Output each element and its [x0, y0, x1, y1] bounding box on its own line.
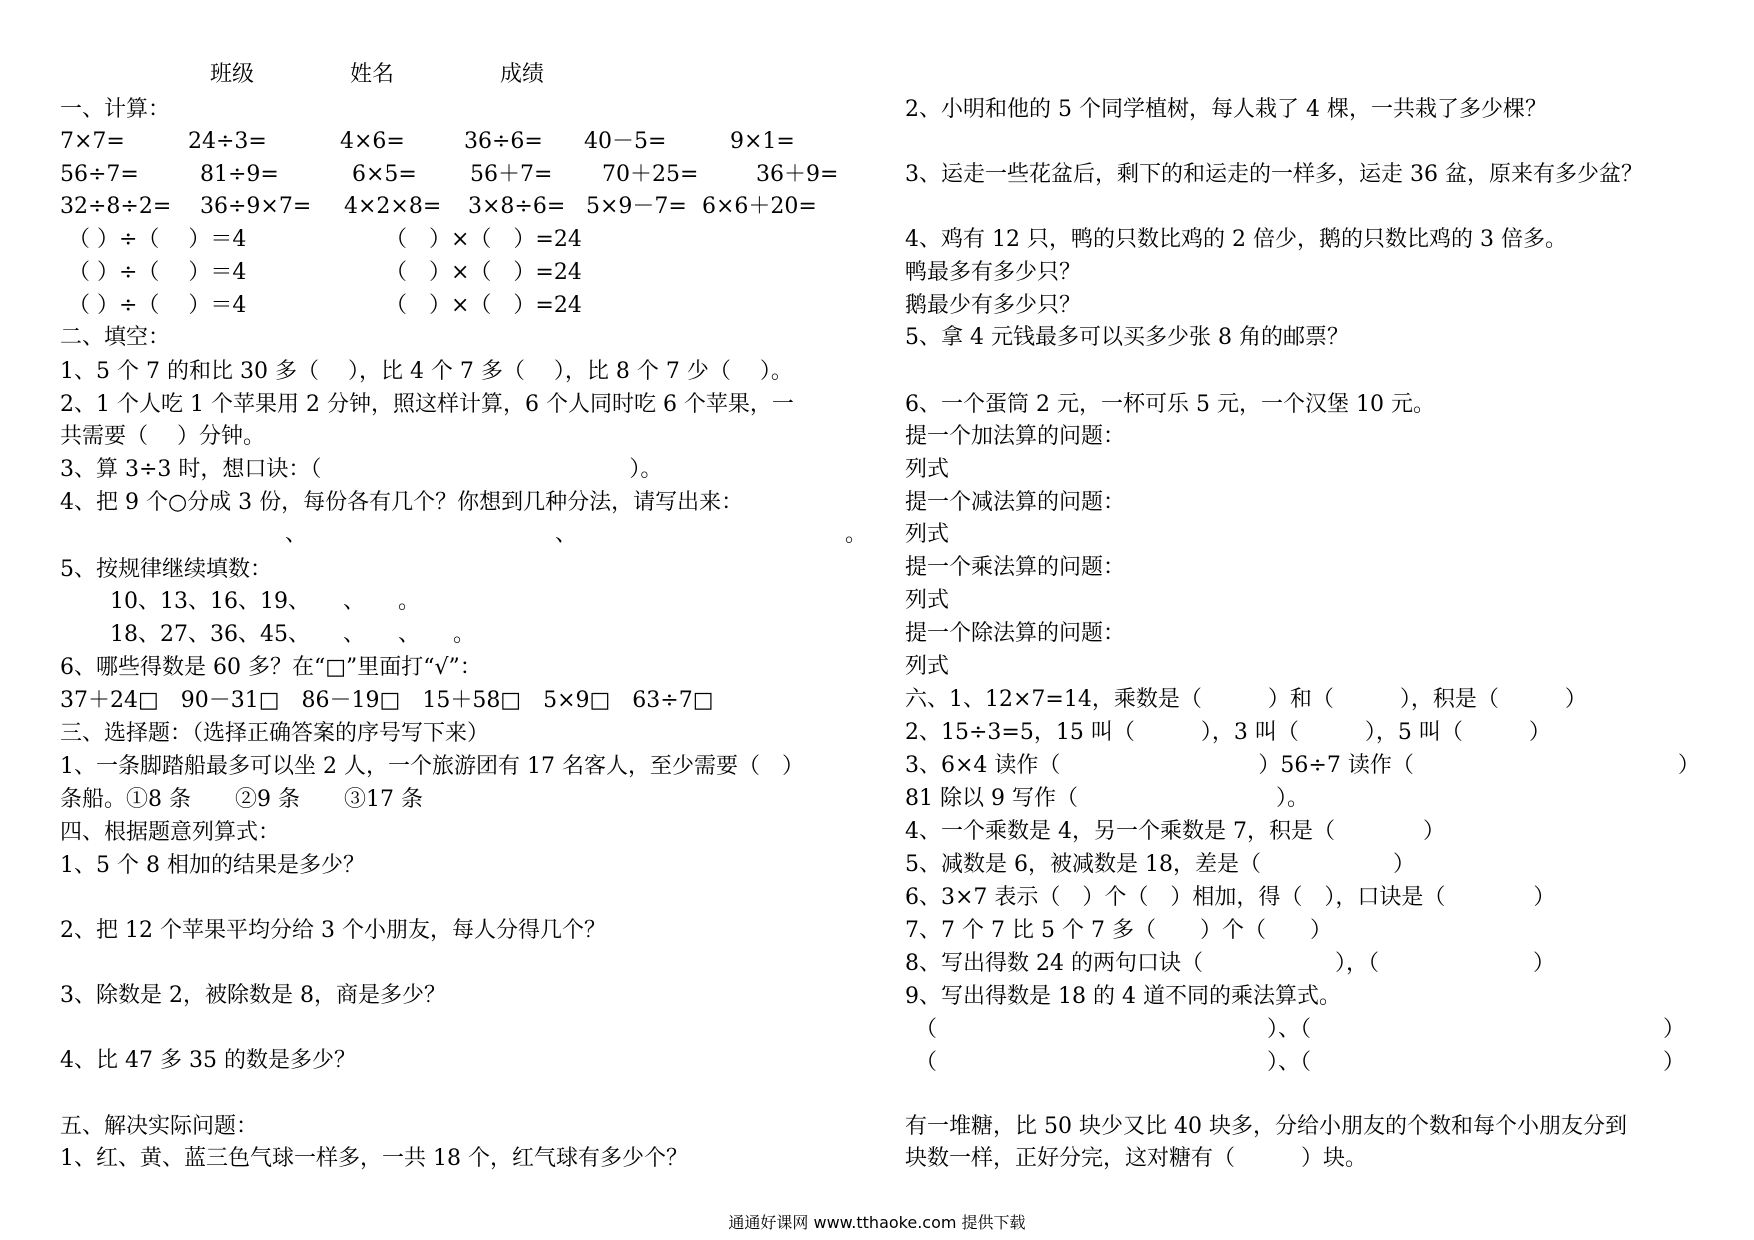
- answer-blanks: （ ）、（ ）: [915, 1050, 1686, 1075]
- blank-multiplication: （ ）×（ ）=24: [385, 227, 582, 252]
- question: 4、比 47 多 35 的数是多少？: [60, 1048, 356, 1073]
- section6-item: 6、3×7 表示（ ）个（ ）相加，得（ ），口诀是（ ）: [905, 885, 1556, 910]
- question: 1、5 个 8 相加的结果是多少？: [60, 853, 365, 878]
- blank-division: （ ）÷（ ）＝4: [68, 260, 247, 285]
- separator: 。: [845, 522, 868, 547]
- score-label: 成绩: [500, 62, 545, 87]
- fill-item: 5、按规律继续填数：: [60, 557, 272, 582]
- class-label: 班级: [210, 62, 255, 87]
- calc-item: 81÷9=: [200, 162, 279, 187]
- calc-item: 36÷6=: [464, 129, 543, 154]
- section3-title: 三、选择题：（选择正确答案的序号写下来）: [60, 721, 490, 746]
- question: 3、除数是 2，被除数是 8，商是多少？: [60, 983, 446, 1008]
- separator: 、: [555, 522, 578, 547]
- calc-item: 7×7=: [60, 129, 125, 154]
- calc-item: 36＋9=: [756, 162, 839, 187]
- name-label: 姓名: [350, 62, 395, 87]
- blank-multiplication: （ ）×（ ）=24: [385, 293, 582, 318]
- problem: 6、一个蛋筒 2 元，一杯可乐 5 元，一个汉堡 10 元。: [905, 392, 1435, 417]
- separator: 、: [285, 522, 308, 547]
- problem: 2、小明和他的 5 个同学植树，每人栽了 4 棵，一共栽了多少棵？: [905, 97, 1547, 122]
- section2-title: 二、填空：: [60, 325, 171, 350]
- calc-item: 40－5=: [584, 129, 667, 154]
- section6-item: 2、15÷3=5，15 叫（ ），3 叫（ ），5 叫（ ）: [905, 720, 1551, 745]
- sequence: 10、13、16、19、 、 。: [110, 589, 420, 614]
- section4-title: 四、根据题意列算式：: [60, 820, 281, 845]
- problem: 1、红、黄、蓝三色气球一样多，一共 18 个，红气球有多少个？: [60, 1146, 688, 1171]
- problem-sub: 鸭最多有多少只？: [905, 260, 1082, 285]
- calc-item: 4×6=: [340, 129, 405, 154]
- candy-problem: 块数一样，正好分完，这对糖有（ ）块。: [905, 1146, 1368, 1171]
- section6-item: 8、写出得数 24 的两句口诀（ ），（ ）: [905, 951, 1555, 976]
- check-items: 37＋24□ 90－31□ 86－19□ 15＋58□ 5×9□ 63÷7□: [60, 688, 714, 713]
- calc-item: 6×5=: [352, 162, 417, 187]
- section6-item: 9、写出得数是 18 的 4 道不同的乘法算式。: [905, 984, 1341, 1009]
- section6-item: 3、6×4 读作（ ）56÷7 读作（ ）: [905, 753, 1700, 778]
- footer-credit: 通通好课网 www.tthaoke.com 提供下载: [728, 1213, 1026, 1232]
- problem: 5、拿 4 元钱最多可以买多少张 8 角的邮票？: [905, 325, 1349, 350]
- problem-sub: 提一个乘法算的问题：: [905, 555, 1126, 580]
- fill-item: 共需要（ ）分钟。: [60, 424, 265, 449]
- fill-item: 2、1 个人吃 1 个苹果用 2 分钟，照这样计算，6 个人同时吃 6 个苹果，一: [60, 392, 794, 417]
- formula-label: 列式: [905, 522, 950, 547]
- candy-problem: 有一堆糖，比 50 块少又比 40 块多，分给小朋友的个数和每个小朋友分到: [905, 1114, 1627, 1139]
- calc-item: 24÷3=: [188, 129, 267, 154]
- calc-item: 4×2×8=: [344, 194, 442, 219]
- fill-item: 4、把 9 个○分成 3 份，每份各有几个？你想到几种分法，请写出来：: [60, 490, 744, 515]
- problem-sub: 提一个除法算的问题：: [905, 621, 1126, 646]
- calc-item: 6×6＋20=: [702, 194, 817, 219]
- formula-label: 列式: [905, 457, 950, 482]
- answer-blanks: （ ）、（ ）: [915, 1017, 1686, 1042]
- section6-item: 7、7 个 7 比 5 个 7 多（ ）个（ ）: [905, 918, 1332, 943]
- calc-item: 3×8÷6=: [468, 194, 566, 219]
- fill-item: 3、算 3÷3 时，想口诀：（ ）。: [60, 457, 663, 482]
- calc-item: 56÷7=: [60, 162, 139, 187]
- blank-division: （ ）÷（ ）＝4: [68, 293, 247, 318]
- calc-item: 5×9－7=: [586, 194, 687, 219]
- question: 2、把 12 个苹果平均分给 3 个小朋友，每人分得几个？: [60, 918, 606, 943]
- section1-title: 一、计算：: [60, 97, 171, 122]
- section6-item: 5、减数是 6，被减数是 18，差是（ ）: [905, 852, 1415, 877]
- problem-sub: 提一个减法算的问题：: [905, 490, 1126, 515]
- calc-item: 32÷8÷2=: [60, 194, 172, 219]
- blank-division: （ ）÷（ ）＝4: [68, 227, 247, 252]
- calc-item: 9×1=: [730, 129, 795, 154]
- problem: 4、鸡有 12 只，鸭的只数比鸡的 2 倍少，鹅的只数比鸡的 3 倍多。: [905, 227, 1567, 252]
- calc-item: 36÷9×7=: [200, 194, 312, 219]
- choice-item: 条船。①8 条 ②9 条 ③17 条: [60, 787, 423, 812]
- formula-label: 列式: [905, 588, 950, 613]
- section6-item: 六、1、12×7=14，乘数是（ ）和（ ），积是（ ）: [905, 687, 1587, 712]
- problem: 3、运走一些花盆后，剩下的和运走的一样多，运走 36 盆，原来有多少盆？: [905, 162, 1643, 187]
- choice-item: 1、一条脚踏船最多可以坐 2 人，一个旅游团有 17 名客人，至少需要（ ）: [60, 754, 804, 779]
- sequence: 18、27、36、45、 、 、 。: [110, 622, 475, 647]
- section6-item: 81 除以 9 写作（ ）。: [905, 786, 1309, 811]
- problem-sub: 提一个加法算的问题：: [905, 424, 1126, 449]
- calc-item: 56＋7=: [470, 162, 553, 187]
- problem-sub: 鹅最少有多少只？: [905, 293, 1082, 318]
- fill-item: 6、哪些得数是 60 多？在“□”里面打“√”：: [60, 655, 482, 680]
- formula-label: 列式: [905, 654, 950, 679]
- section5-title: 五、解决实际问题：: [60, 1114, 259, 1139]
- section6-item: 4、一个乘数是 4，另一个乘数是 7，积是（ ）: [905, 819, 1445, 844]
- fill-item: 1、5 个 7 的和比 30 多（ ），比 4 个 7 多（ ），比 8 个 7 少（ ）。: [60, 359, 793, 384]
- calc-item: 70＋25=: [602, 162, 699, 187]
- blank-multiplication: （ ）×（ ）=24: [385, 260, 582, 285]
